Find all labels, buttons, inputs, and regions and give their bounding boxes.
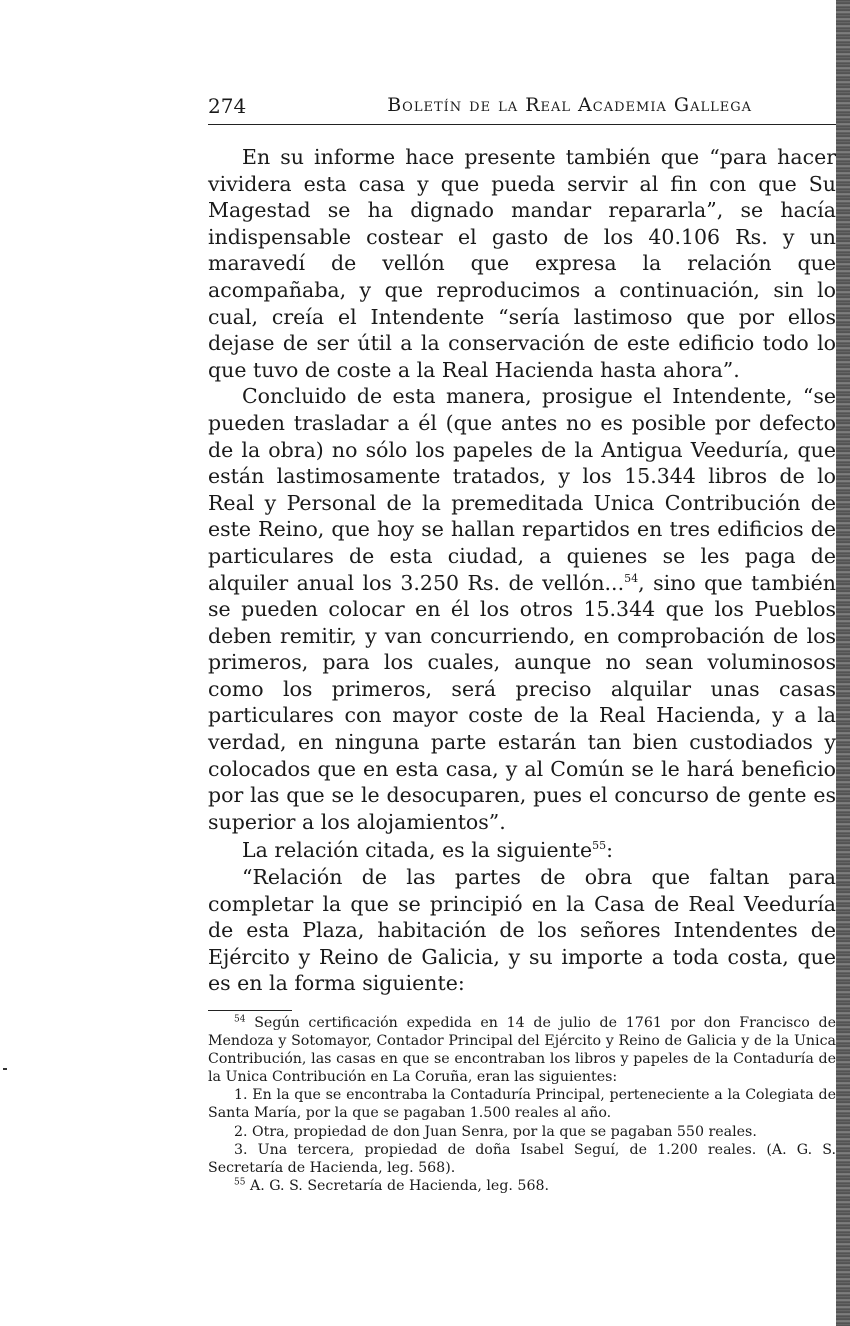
- scan-artifact: [3, 1068, 7, 1070]
- footnote-rule: [208, 1010, 292, 1011]
- paragraph-relacion-text: La relación citada, es la siguiente: [242, 838, 593, 863]
- page-number: 274: [208, 94, 247, 118]
- paragraph-relacion-partes: “Relación de las partes de obra que faltan para completar la que se principió en la Casa de Real Veeduría de esta Plaza, habitación de los señores Intendentes de Ejército y Reino de Galicia, y su importe a toda costa, que es en la forma siguiente:: [208, 865, 836, 996]
- paragraph-concluido-text-a: Concluido de esta manera, prosigue el Intendente, “se pueden trasladar a él (que antes no es posible por defecto de la obra) no sólo los papeles de la Antigua Veeduría, que están lastimosamente tratados, y los 15.344 libros de lo Real y Personal de la premeditada Unica Contribución de este Reino, que hoy se hallan repartidos en tres edificios de particulares de esta ciudad, a quienes se les paga de alquiler anual los 3.250 Rs. de vellón...: [208, 384, 836, 595]
- main-text: [208, 144, 836, 997]
- footnote-ref-55: 55: [592, 839, 607, 853]
- paragraph-informe: En su informe hace presente también que “para hacer vividera esta casa y que pueda servir al fin con que Su Magestad se ha dignado mandar repararla”, se hacía indispensable costear el gasto de los 40.106 Rs. y un maravedí de vellón que expresa la relación que acompañaba, y que reproducimos a continuación, sin lo cual, creía el Intendente “sería lastimoso que por ellos dejase de ser útil a la conservación de este edificio todo lo que tuvo de coste a la Real Hacienda hasta ahora”.: [208, 145, 836, 382]
- footnote-54-mark: 54: [234, 1014, 246, 1025]
- footnotes: [208, 1014, 836, 1195]
- paragraph-relacion-citada: [208, 837, 836, 864]
- paragraph-relacion-colon: :: [606, 838, 614, 863]
- footnote-54-item-1: 1. En la que se encontraba la Contaduría Principal, perteneciente a la Colegiata de Santa María, por la que se pagaban 1.500 reales al año.: [208, 1087, 836, 1122]
- footnote-55-text: A. G. S. Secretaría de Hacienda, leg. 568.: [249, 1177, 550, 1194]
- paragraph-concluido: [208, 383, 836, 835]
- page-binding-edge: [836, 0, 850, 1326]
- footnote-55-mark: 55: [234, 1177, 246, 1188]
- footnote-54-item-3: 3. Una tercera, propiedad de doña Isabel Seguí, de 1.200 reales. (A. G. S. Secretaría de Hacienda, leg. 568).: [208, 1141, 836, 1176]
- footnote-55: [208, 1177, 836, 1195]
- paragraph-concluido-text-b: , sino que también se pueden colocar en él los otros 15.344 que los Pueblos deben remitir, y van concurriendo, en comprobación de los primeros, para los cuales, aunque no sean voluminosos como los primeros, será preciso alquilar unas casas particulares con mayor coste de la Real Hacienda, y a la verdad, en ninguna parte estarán tan bien custodiados y colocados que en esta casa, y al Común se le hará beneficio por las que se le desocuparen, pues el concurso de gente es superior a los alojamientos”.: [208, 570, 836, 834]
- page-header: [208, 92, 836, 125]
- running-title: Boletín de la Real Academia Gallega: [387, 94, 752, 116]
- footnote-ref-54: 54: [624, 571, 639, 585]
- footnote-54-text: Según certificación expedida en 14 de julio de 1761 por don Francisco de Mendoza y Sotomayor, Contador Principal del Ejército y Reino de Galicia y de la Unica Contribución, las casas en que se encontraban los libros y papeles de la Contaduría de la Unica Contribución en La Coruña, eran las siguientes:: [208, 1015, 836, 1086]
- footnote-54: [208, 1014, 836, 1086]
- footnote-54-item-2: 2. Otra, propiedad de don Juan Senra, por la que se pagaban 550 reales.: [234, 1123, 757, 1140]
